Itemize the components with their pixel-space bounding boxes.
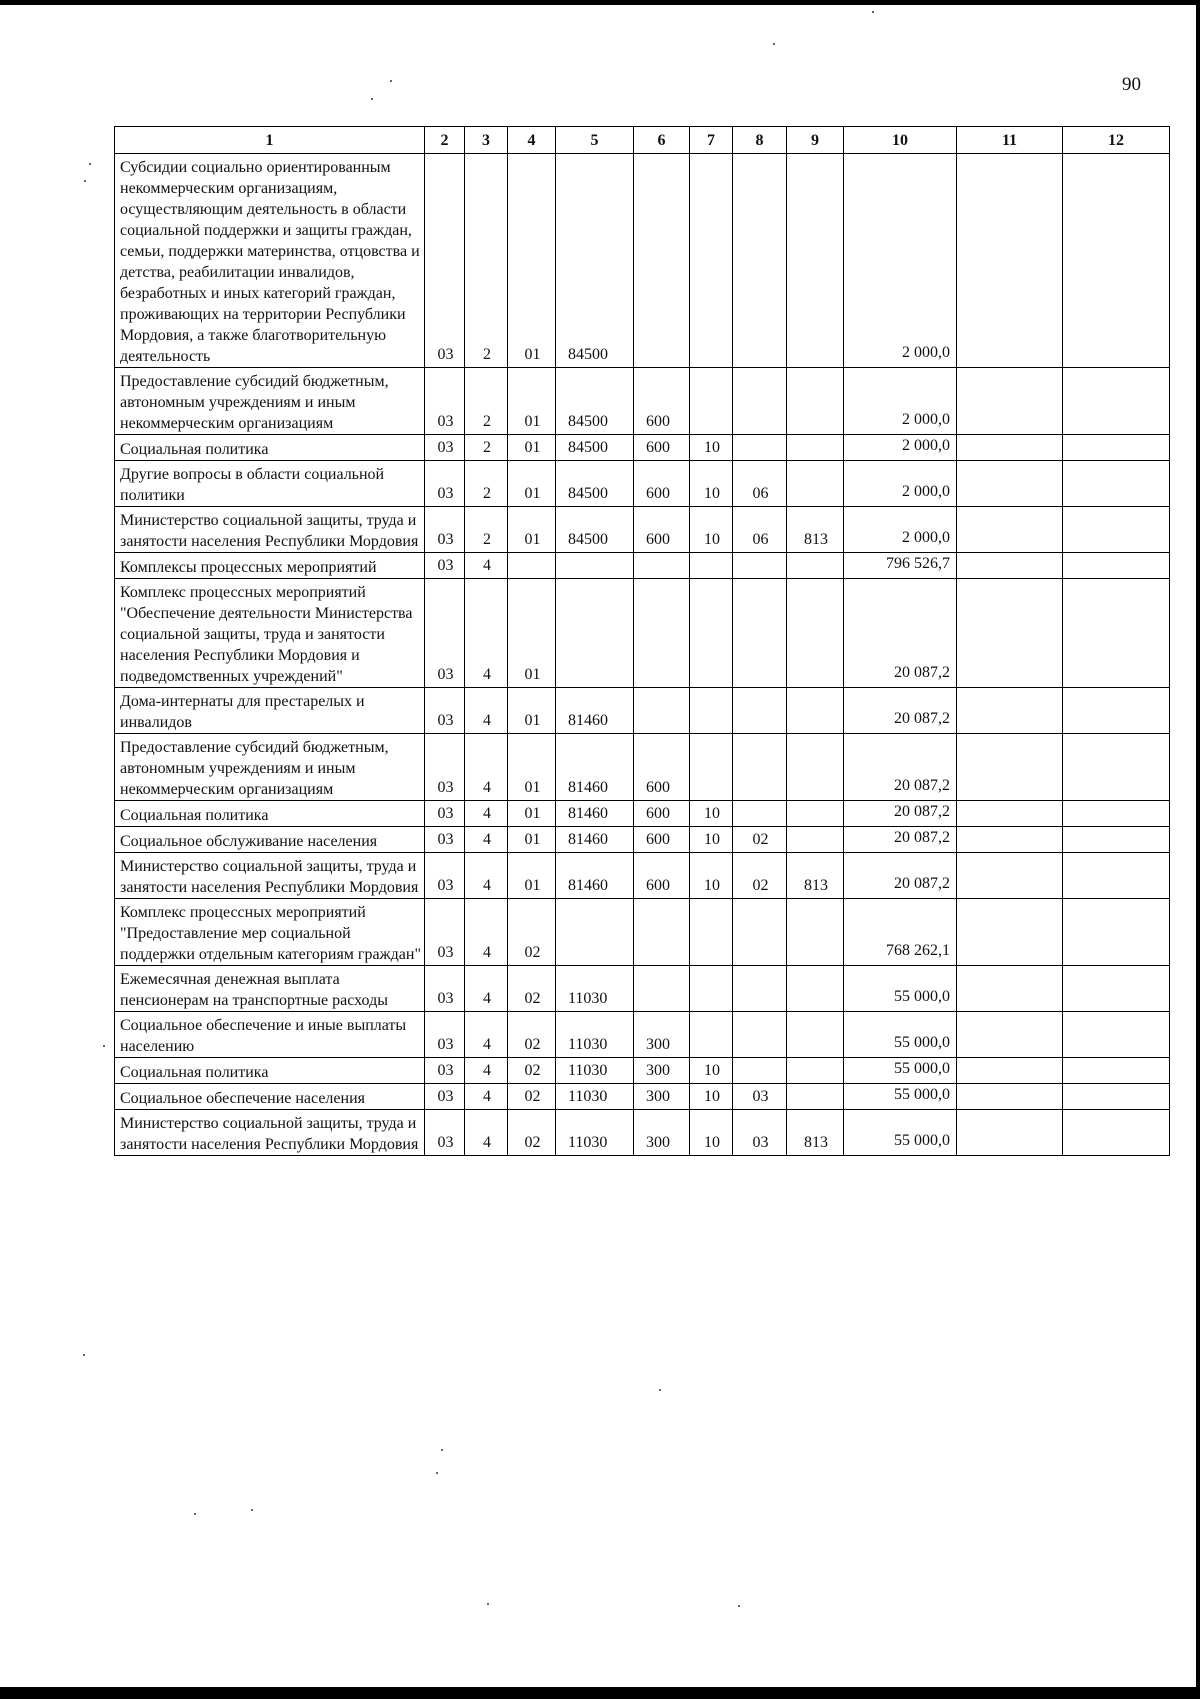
col-9-cell [787, 461, 844, 507]
col-12-cell [1063, 579, 1170, 688]
table-row [115, 1084, 1170, 1110]
col-6-cell [634, 553, 690, 579]
table-row [115, 154, 1170, 368]
amount-cell: 2 000,0 [844, 435, 957, 461]
table-row [115, 553, 1170, 579]
col-header-10: 10 [844, 127, 957, 154]
row-name-cell: Социальное обслуживание населения [115, 827, 425, 853]
scan-bottom-edge [0, 1687, 1200, 1699]
col-12-cell [1063, 154, 1170, 368]
row-name-cell: Министерство социальной защиты, труда и занятости населения Республики Мордовия [115, 1110, 425, 1156]
col-3-cell: 4 [465, 827, 508, 853]
scan-right-edge [1196, 0, 1200, 1699]
col-12-cell [1063, 507, 1170, 553]
amount-cell: 55 000,0 [844, 1110, 957, 1156]
col-12-cell [1063, 966, 1170, 1012]
table-row [115, 1058, 1170, 1084]
col-9-cell [787, 801, 844, 827]
col-6-cell [634, 966, 690, 1012]
col-4-cell: 01 [508, 853, 556, 899]
col-4-cell: 02 [508, 1058, 556, 1084]
col-header-5: 5 [556, 127, 634, 154]
col-3-cell: 4 [465, 966, 508, 1012]
col-9-cell [787, 899, 844, 966]
col-9-cell [787, 1084, 844, 1110]
scan-speck [194, 1513, 196, 1515]
col-12-cell [1063, 435, 1170, 461]
col-3-cell: 4 [465, 734, 508, 801]
col-3-cell: 4 [465, 1084, 508, 1110]
row-name-cell: Социальная политика [115, 1058, 425, 1084]
col-4-cell: 02 [508, 899, 556, 966]
col-5-cell: 11030 [556, 1110, 634, 1156]
col-2-cell: 03 [425, 853, 465, 899]
col-8-cell [733, 734, 787, 801]
amount-cell: 20 087,2 [844, 827, 957, 853]
col-5-cell: 11030 [556, 966, 634, 1012]
amount-cell: 2 000,0 [844, 368, 957, 435]
scan-speck [436, 1472, 438, 1474]
col-4-cell: 01 [508, 688, 556, 734]
col-header-4: 4 [508, 127, 556, 154]
col-header-6: 6 [634, 127, 690, 154]
row-name-cell: Социальное обеспечение населения [115, 1084, 425, 1110]
col-5-cell: 81460 [556, 734, 634, 801]
col-4-cell: 02 [508, 1012, 556, 1058]
page-number: 90 [1122, 74, 1141, 95]
col-3-cell: 2 [465, 461, 508, 507]
col-2-cell: 03 [425, 734, 465, 801]
col-11-cell [957, 579, 1063, 688]
col-7-cell: 10 [690, 827, 733, 853]
col-header-11: 11 [957, 127, 1063, 154]
col-3-cell: 2 [465, 368, 508, 435]
scan-speck [487, 1603, 489, 1605]
col-7-cell: 10 [690, 853, 733, 899]
scan-speck [441, 1449, 443, 1451]
col-11-cell [957, 553, 1063, 579]
table-row [115, 801, 1170, 827]
col-2-cell: 03 [425, 1110, 465, 1156]
col-6-cell [634, 899, 690, 966]
col-6-cell: 300 [634, 1084, 690, 1110]
col-6-cell: 600 [634, 368, 690, 435]
table-row [115, 827, 1170, 853]
scan-speck [89, 163, 91, 165]
col-3-cell: 2 [465, 154, 508, 368]
col-8-cell: 06 [733, 461, 787, 507]
scan-speck [371, 98, 373, 100]
col-6-cell: 600 [634, 734, 690, 801]
col-11-cell [957, 1110, 1063, 1156]
col-5-cell: 81460 [556, 688, 634, 734]
col-3-cell: 4 [465, 801, 508, 827]
col-12-cell [1063, 734, 1170, 801]
amount-cell: 20 087,2 [844, 734, 957, 801]
row-name-cell: Министерство социальной защиты, труда и занятости населения Республики Мордовия [115, 507, 425, 553]
table-row [115, 899, 1170, 966]
col-7-cell [690, 966, 733, 1012]
col-9-cell [787, 966, 844, 1012]
col-12-cell [1063, 1058, 1170, 1084]
col-11-cell [957, 507, 1063, 553]
col-7-cell: 10 [690, 435, 733, 461]
col-header-8: 8 [733, 127, 787, 154]
col-12-cell [1063, 801, 1170, 827]
col-7-cell: 10 [690, 1110, 733, 1156]
amount-cell: 768 262,1 [844, 899, 957, 966]
row-name-cell: Ежемесячная денежная выплата пенсионерам на транспортные расходы [115, 966, 425, 1012]
col-2-cell: 03 [425, 579, 465, 688]
col-3-cell: 4 [465, 553, 508, 579]
col-11-cell [957, 435, 1063, 461]
col-4-cell: 01 [508, 507, 556, 553]
col-2-cell: 03 [425, 1058, 465, 1084]
col-9-cell [787, 734, 844, 801]
amount-cell: 796 526,7 [844, 553, 957, 579]
col-9-cell [787, 1058, 844, 1084]
col-4-cell [508, 553, 556, 579]
col-5-cell: 84500 [556, 368, 634, 435]
col-8-cell [733, 154, 787, 368]
row-name-cell: Социальная политика [115, 801, 425, 827]
amount-cell: 2 000,0 [844, 461, 957, 507]
col-12-cell [1063, 827, 1170, 853]
col-5-cell [556, 899, 634, 966]
col-11-cell [957, 1058, 1063, 1084]
col-9-cell [787, 579, 844, 688]
col-header-9: 9 [787, 127, 844, 154]
col-11-cell [957, 853, 1063, 899]
col-12-cell [1063, 688, 1170, 734]
col-2-cell: 03 [425, 507, 465, 553]
col-4-cell: 02 [508, 1084, 556, 1110]
col-2-cell: 03 [425, 553, 465, 579]
col-8-cell: 02 [733, 853, 787, 899]
col-11-cell [957, 688, 1063, 734]
col-3-cell: 4 [465, 899, 508, 966]
col-11-cell [957, 734, 1063, 801]
col-12-cell [1063, 368, 1170, 435]
col-11-cell [957, 827, 1063, 853]
col-11-cell [957, 899, 1063, 966]
table-row [115, 688, 1170, 734]
col-2-cell: 03 [425, 435, 465, 461]
scan-speck [390, 80, 392, 82]
col-7-cell [690, 734, 733, 801]
col-8-cell [733, 801, 787, 827]
col-4-cell: 02 [508, 966, 556, 1012]
col-4-cell: 01 [508, 579, 556, 688]
col-5-cell: 11030 [556, 1084, 634, 1110]
col-5-cell: 81460 [556, 827, 634, 853]
table-row [115, 1012, 1170, 1058]
col-11-cell [957, 801, 1063, 827]
amount-cell: 20 087,2 [844, 801, 957, 827]
col-9-cell: 813 [787, 1110, 844, 1156]
amount-cell: 55 000,0 [844, 966, 957, 1012]
col-6-cell: 600 [634, 461, 690, 507]
col-9-cell [787, 154, 844, 368]
col-9-cell: 813 [787, 853, 844, 899]
col-header-12: 12 [1063, 127, 1170, 154]
col-8-cell [733, 368, 787, 435]
table-row [115, 966, 1170, 1012]
col-11-cell [957, 1012, 1063, 1058]
row-name-cell: Другие вопросы в области социальной политики [115, 461, 425, 507]
col-9-cell [787, 553, 844, 579]
col-2-cell: 03 [425, 966, 465, 1012]
scan-speck [251, 1509, 253, 1511]
col-12-cell [1063, 853, 1170, 899]
col-6-cell: 600 [634, 801, 690, 827]
amount-cell: 55 000,0 [844, 1084, 957, 1110]
col-2-cell: 03 [425, 1012, 465, 1058]
col-6-cell: 300 [634, 1058, 690, 1084]
col-5-cell [556, 553, 634, 579]
col-7-cell [690, 899, 733, 966]
col-6-cell: 300 [634, 1110, 690, 1156]
budget-table [114, 126, 1170, 1156]
col-8-cell: 02 [733, 827, 787, 853]
col-4-cell: 01 [508, 435, 556, 461]
col-8-cell: 06 [733, 507, 787, 553]
row-name-cell: Комплекс процессных мероприятий "Обеспечение деятельности Министерства социальной защиты, труда и занятости населения Республики Мордовия и подведомственных учреждений" [115, 579, 425, 688]
table-row [115, 368, 1170, 435]
col-7-cell [690, 368, 733, 435]
col-5-cell: 81460 [556, 801, 634, 827]
col-header-3: 3 [465, 127, 508, 154]
col-2-cell: 03 [425, 461, 465, 507]
col-12-cell [1063, 899, 1170, 966]
col-11-cell [957, 1084, 1063, 1110]
col-4-cell: 01 [508, 827, 556, 853]
col-5-cell: 84500 [556, 154, 634, 368]
col-7-cell: 10 [690, 801, 733, 827]
table-row [115, 853, 1170, 899]
amount-cell: 2 000,0 [844, 154, 957, 368]
col-2-cell: 03 [425, 154, 465, 368]
col-7-cell [690, 553, 733, 579]
col-11-cell [957, 368, 1063, 435]
col-header-1: 1 [115, 127, 425, 154]
col-3-cell: 4 [465, 853, 508, 899]
col-2-cell: 03 [425, 899, 465, 966]
col-4-cell: 01 [508, 368, 556, 435]
col-2-cell: 03 [425, 688, 465, 734]
col-12-cell [1063, 1012, 1170, 1058]
col-4-cell: 01 [508, 461, 556, 507]
col-9-cell: 813 [787, 507, 844, 553]
col-9-cell [787, 688, 844, 734]
col-8-cell [733, 1012, 787, 1058]
col-3-cell: 2 [465, 507, 508, 553]
table-row [115, 579, 1170, 688]
col-8-cell [733, 579, 787, 688]
col-7-cell [690, 579, 733, 688]
col-9-cell [787, 368, 844, 435]
col-4-cell: 01 [508, 734, 556, 801]
col-8-cell [733, 899, 787, 966]
col-8-cell [733, 1058, 787, 1084]
row-name-cell: Социальное обеспечение и иные выплаты населению [115, 1012, 425, 1058]
col-6-cell: 600 [634, 507, 690, 553]
row-name-cell: Дома-интернаты для престарелых и инвалидов [115, 688, 425, 734]
col-12-cell [1063, 553, 1170, 579]
col-7-cell [690, 688, 733, 734]
col-5-cell: 11030 [556, 1058, 634, 1084]
col-2-cell: 03 [425, 801, 465, 827]
col-5-cell: 84500 [556, 435, 634, 461]
col-9-cell [787, 435, 844, 461]
amount-cell: 55 000,0 [844, 1012, 957, 1058]
col-6-cell: 600 [634, 827, 690, 853]
col-6-cell [634, 154, 690, 368]
scan-top-edge [0, 0, 1200, 5]
table-row [115, 461, 1170, 507]
table-row [115, 734, 1170, 801]
col-8-cell [733, 553, 787, 579]
col-11-cell [957, 461, 1063, 507]
col-8-cell: 03 [733, 1084, 787, 1110]
col-8-cell: 03 [733, 1110, 787, 1156]
col-9-cell [787, 1012, 844, 1058]
col-7-cell: 10 [690, 461, 733, 507]
col-2-cell: 03 [425, 1084, 465, 1110]
col-7-cell: 10 [690, 507, 733, 553]
col-4-cell: 01 [508, 154, 556, 368]
col-3-cell: 4 [465, 688, 508, 734]
col-6-cell: 600 [634, 853, 690, 899]
col-12-cell [1063, 461, 1170, 507]
amount-cell: 20 087,2 [844, 688, 957, 734]
col-3-cell: 4 [465, 1012, 508, 1058]
row-name-cell: Министерство социальной защиты, труда и занятости населения Республики Мордовия [115, 853, 425, 899]
amount-cell: 20 087,2 [844, 853, 957, 899]
col-8-cell [733, 966, 787, 1012]
col-6-cell [634, 688, 690, 734]
col-4-cell: 01 [508, 801, 556, 827]
amount-cell: 20 087,2 [844, 579, 957, 688]
scan-speck [773, 43, 775, 45]
scan-speck [659, 1389, 661, 1391]
row-name-cell: Комплексы процессных мероприятий [115, 553, 425, 579]
col-7-cell [690, 154, 733, 368]
col-header-2: 2 [425, 127, 465, 154]
col-3-cell: 4 [465, 579, 508, 688]
table-row [115, 435, 1170, 461]
col-2-cell: 03 [425, 368, 465, 435]
col-5-cell [556, 579, 634, 688]
col-7-cell [690, 1012, 733, 1058]
scan-speck [84, 180, 86, 182]
row-name-cell: Субсидии социально ориентированным некоммерческим организациям, осуществляющим деятельность в области социальной поддержки и защиты граждан, семьи, поддержки материнства, отцовства и детства, реабилитации инвалидов, безработных и иных категорий граждан, проживающих на территории Республики Мордовия, а также благотворительную деятельность [115, 154, 425, 368]
col-4-cell: 02 [508, 1110, 556, 1156]
col-11-cell [957, 154, 1063, 368]
table-row [115, 1110, 1170, 1156]
col-5-cell: 84500 [556, 461, 634, 507]
col-9-cell [787, 827, 844, 853]
col-12-cell [1063, 1110, 1170, 1156]
amount-cell: 55 000,0 [844, 1058, 957, 1084]
table-row [115, 507, 1170, 553]
scan-speck [83, 1354, 85, 1356]
scan-speck [872, 11, 874, 13]
amount-cell: 2 000,0 [844, 507, 957, 553]
col-3-cell: 4 [465, 1058, 508, 1084]
col-header-7: 7 [690, 127, 733, 154]
col-2-cell: 03 [425, 827, 465, 853]
scan-speck [738, 1605, 740, 1607]
col-8-cell [733, 688, 787, 734]
col-6-cell: 600 [634, 435, 690, 461]
col-5-cell: 81460 [556, 853, 634, 899]
row-name-cell: Предоставление субсидий бюджетным, автономным учреждениям и иным некоммерческим организациям [115, 734, 425, 801]
col-3-cell: 2 [465, 435, 508, 461]
col-6-cell [634, 579, 690, 688]
row-name-cell: Предоставление субсидий бюджетным, автономным учреждениям и иным некоммерческим организациям [115, 368, 425, 435]
col-3-cell: 4 [465, 1110, 508, 1156]
row-name-cell: Комплекс процессных мероприятий "Предоставление мер социальной поддержки отдельным категориям граждан" [115, 899, 425, 966]
col-7-cell: 10 [690, 1084, 733, 1110]
row-name-cell: Социальная политика [115, 435, 425, 461]
col-5-cell: 84500 [556, 507, 634, 553]
scan-speck [103, 1045, 105, 1047]
col-6-cell: 300 [634, 1012, 690, 1058]
table-header-row [115, 127, 1170, 154]
col-11-cell [957, 966, 1063, 1012]
table-body [115, 154, 1170, 1156]
col-7-cell: 10 [690, 1058, 733, 1084]
col-12-cell [1063, 1084, 1170, 1110]
col-5-cell: 11030 [556, 1012, 634, 1058]
col-8-cell [733, 435, 787, 461]
